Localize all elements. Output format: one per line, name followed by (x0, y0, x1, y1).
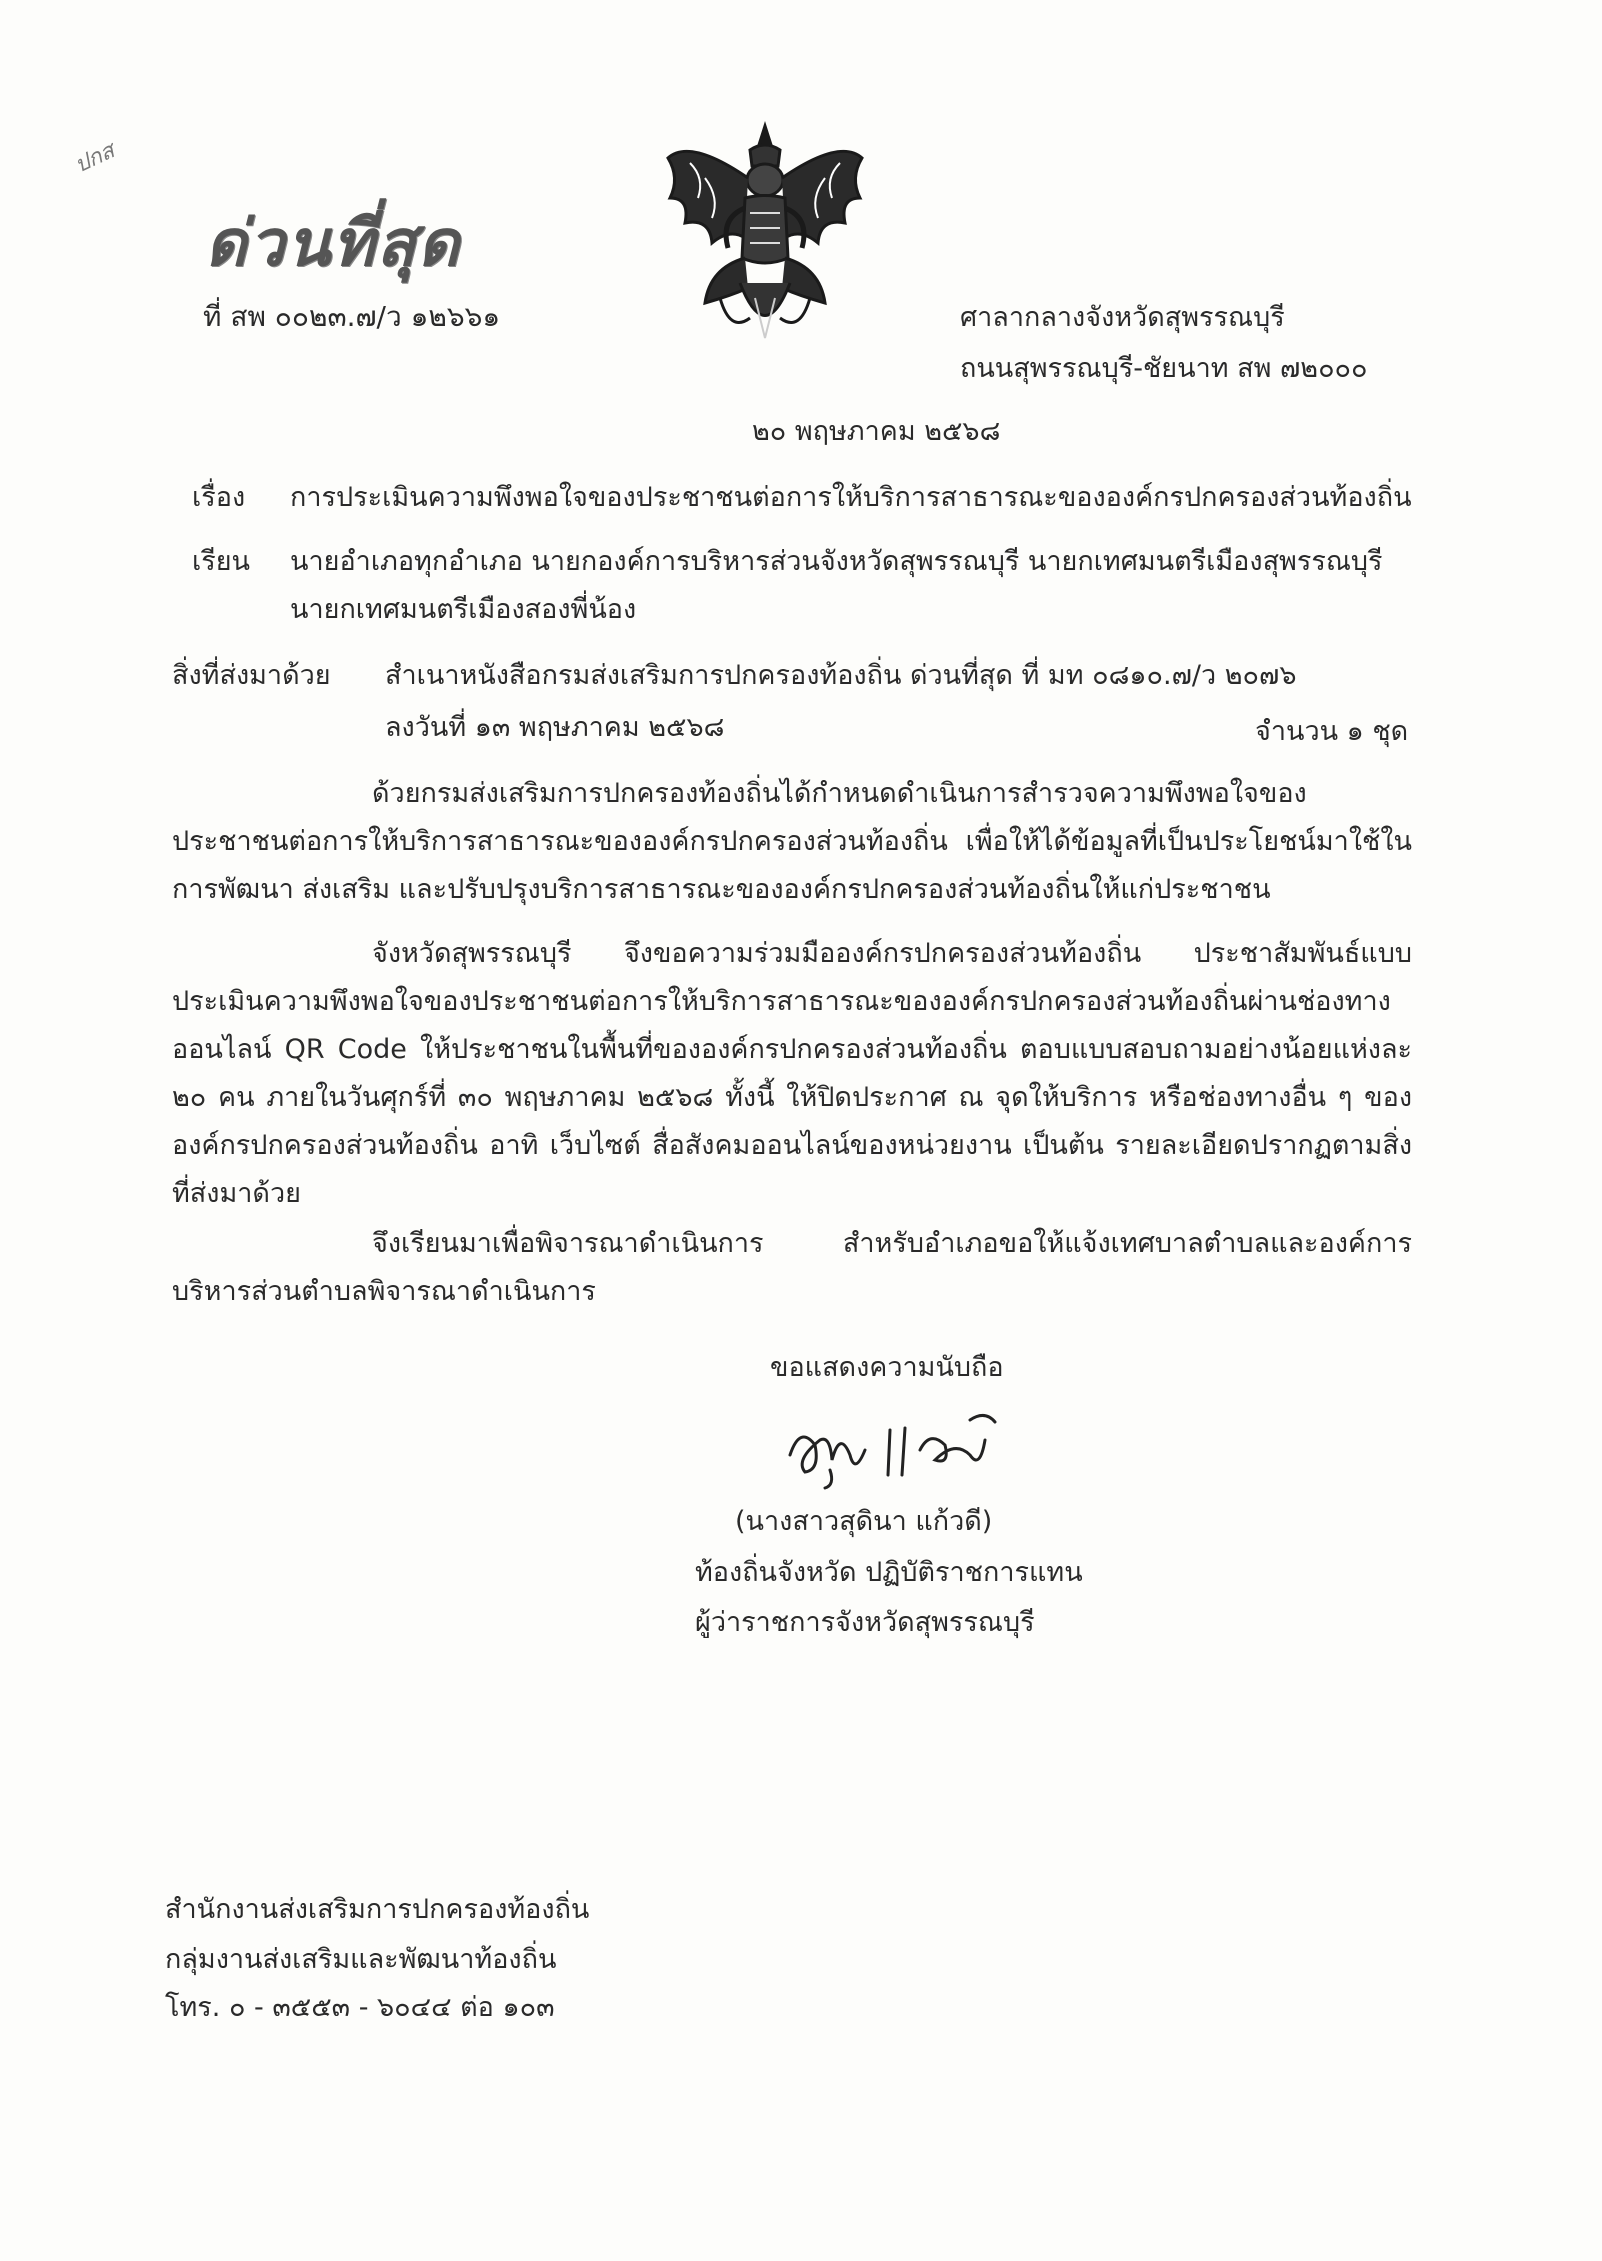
office-address-line1: ศาลากลางจังหวัดสุพรรณบุรี (960, 302, 1285, 333)
enclosure-line1: สำเนาหนังสือกรมส่งเสริมการปกครองท้องถิ่น ด่วนที่สุด ที่ มท ๐๘๑๐.๗/ว ๒๐๗๖ (385, 660, 1297, 691)
body-paragraph-2 (172, 930, 1412, 1218)
body-paragraph-3 (172, 1220, 1412, 1316)
recipient-label: เรียน (192, 546, 251, 577)
subject-text: การประเมินความพึงพอใจของประชาชนต่อการให้บริการสาธารณะขององค์กรปกครองส่วนท้องถิ่น (290, 482, 1412, 513)
signer-name: (นางสาวสุดินา แก้วดี) (735, 1506, 993, 1537)
recipient-line1: นายอำเภอทุกอำเภอ นายกองค์การบริหารส่วนจังหวัดสุพรรณบุรี นายกเทศมนตรีเมืองสุพรรณบุรี (290, 546, 1383, 577)
signer-title-line1: ท้องถิ่นจังหวัด ปฏิบัติราชการแทน (695, 1557, 1083, 1588)
enclosure-line2: ลงวันที่ ๑๓ พฤษภาคม ๒๕๖๘ (385, 712, 725, 743)
closing-regards: ขอแสดงความนับถือ (770, 1352, 1004, 1383)
body-paragraph-2-text: จังหวัดสุพรรณบุรี จึงขอความร่วมมือองค์กรปกครองส่วนท้องถิ่น ประชาสัมพันธ์แบบประเมินความพึงพอใจของประชาชนต่อการให้บริการสาธารณะขององค์กรปกครองส่วนท้องถิ่นผ่านช่องทางออนไลน์ QR Code ให้ประชาชนในพื้นที่ขององค์กรปกครองส่วนท้องถิ่น ตอบแบบสอบถามอย่างน้อยแห่งละ ๒๐ คน ภายในวันศุกร์ที่ ๓๐ พฤษภาคม ๒๕๖๘ ทั้งนี้ ให้ปิดประกาศ ณ จุดให้บริการ หรือช่องทางอื่น ๆ ขององค์กรปกครองส่วนท้องถิ่น อาทิ เว็บไซต์ สื่อสังคมออนไลน์ของหน่วยงาน เป็นต้น รายละเอียดปรากฏตามสิ่งที่ส่งมาด้วย (172, 938, 1412, 1209)
enclosure-count: จำนวน ๑ ชุด (1255, 716, 1409, 747)
handwritten-signature-icon (770, 1400, 1050, 1495)
urgency-stamp: ด่วนที่สุด (205, 206, 462, 281)
body-paragraph-1-text: ด้วยกรมส่งเสริมการปกครองท้องถิ่นได้กำหนดดำเนินการสำรวจความพึงพอใจของประชาชนต่อการให้บริการสาธารณะขององค์กรปกครองส่วนท้องถิ่น เพื่อให้ได้ข้อมูลที่เป็นประโยชน์มาใช้ในการพัฒนา ส่งเสริม และปรับปรุงบริการสาธารณะขององค์กรปกครองส่วนท้องถิ่นให้แก่ประชาชน (172, 778, 1412, 905)
footer-office: สำนักงานส่งเสริมการปกครองท้องถิ่น (165, 1894, 590, 1925)
letter-date: ๒๐ พฤษภาคม ๒๕๖๘ (752, 416, 1001, 447)
body-paragraph-1 (172, 770, 1412, 914)
handwritten-note: ปกส (71, 138, 119, 179)
body-paragraph-3-text: จึงเรียนมาเพื่อพิจารณาดำเนินการ สำหรับอำเภอขอให้แจ้งเทศบาลตำบลและองค์การบริหารส่วนตำบลพิจารณาดำเนินการ (172, 1228, 1412, 1307)
signer-title-line2: ผู้ว่าราชการจังหวัดสุพรรณบุรี (695, 1607, 1035, 1638)
footer-phone: โทร. ๐ - ๓๕๕๓ - ๖๐๔๔ ต่อ ๑๐๓ (165, 1992, 555, 2023)
enclosure-label: สิ่งที่ส่งมาด้วย (172, 660, 331, 691)
subject-label: เรื่อง (192, 482, 246, 513)
recipient-line2: นายกเทศมนตรีเมืองสองพี่น้อง (290, 594, 637, 625)
garuda-emblem-icon (650, 118, 880, 350)
book-number: ที่ สพ ๐๐๒๓.๗/ว ๑๒๖๖๑ (203, 300, 501, 333)
footer-division: กลุ่มงานส่งเสริมและพัฒนาท้องถิ่น (165, 1944, 557, 1975)
office-address-line2: ถนนสุพรรณบุรี-ชัยนาท สพ ๗๒๐๐๐ (960, 353, 1368, 384)
